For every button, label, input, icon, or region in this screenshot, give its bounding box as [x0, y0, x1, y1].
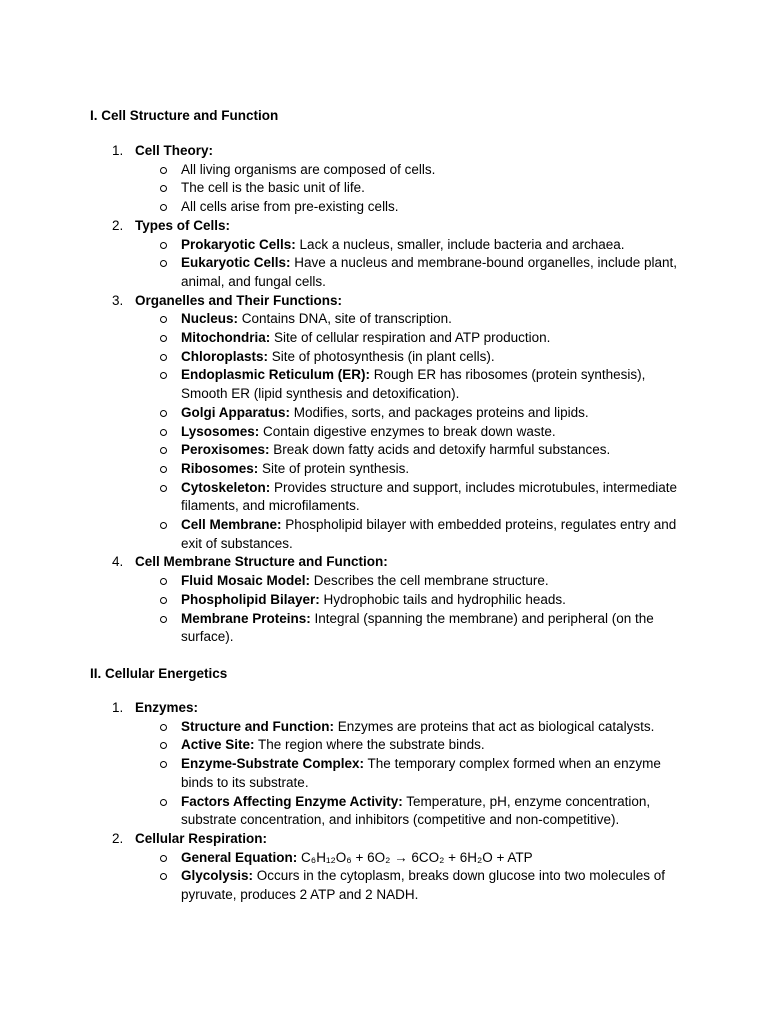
bullet-term: Endoplasmic Reticulum (ER):	[181, 367, 371, 383]
bullet-term: Mitochondria:	[181, 330, 271, 346]
bullet-text: Temperature, pH, enzyme concentration, substrate concentration, and inhibitors (competitive and non-competitive).	[181, 793, 651, 828]
item-title: Cell Theory:	[135, 143, 214, 158]
bullet-item	[0, 161, 768, 180]
bullet-text: Contain digestive enzymes to break down waste.	[259, 423, 556, 439]
bullet-item	[0, 718, 768, 737]
bullet-item	[0, 793, 768, 830]
bullet-text: Contains DNA, site of transcription.	[238, 311, 452, 327]
bullet-term: Nucleus:	[181, 311, 239, 327]
item-number: 2.	[112, 217, 124, 233]
item-number: 1.	[112, 700, 124, 715]
outline-list-cellular-energetics	[0, 699, 768, 905]
hollow-circle-bullet-icon	[160, 429, 167, 436]
bullet-item	[0, 198, 768, 217]
bullet-term: Cell Membrane:	[181, 517, 282, 533]
bullet-list	[0, 572, 768, 647]
numbered-item	[0, 142, 768, 217]
bullet-text: Break down fatty acids and detoxify harmful substances.	[269, 442, 611, 458]
bullet-item	[0, 441, 768, 460]
hollow-circle-bullet-icon	[160, 761, 167, 768]
bullet-text: The temporary complex formed when an enzyme binds to its substrate.	[181, 756, 661, 790]
bullet-term: Membrane Proteins:	[181, 610, 311, 626]
bullet-text: Site of photosynthesis (in plant cells).	[268, 348, 495, 364]
hollow-circle-bullet-icon	[160, 316, 167, 323]
hollow-circle-bullet-icon	[160, 410, 167, 417]
bullet-text: Have a nucleus and membrane-bound organelles, include plant, animal, and fungal cells.	[181, 255, 678, 289]
bullet-list	[0, 310, 768, 553]
bullet-item	[0, 423, 768, 442]
item-title: Enzymes:	[135, 700, 199, 715]
section-heading-cellular-energetics: II. Cellular Energetics	[90, 666, 228, 681]
bullet-text: Site of cellular respiration and ATP production.	[270, 330, 551, 346]
item-title: Cellular Respiration:	[135, 830, 268, 846]
bullet-item	[0, 849, 768, 868]
numbered-item	[0, 830, 768, 905]
bullet-term: Fluid Mosaic Model:	[181, 573, 311, 589]
hollow-circle-bullet-icon	[160, 485, 167, 492]
bullet-text: Hydrophobic tails and hydrophilic heads.	[319, 591, 566, 607]
bullet-term: Golgi Apparatus:	[181, 404, 291, 420]
bullet-item	[0, 348, 768, 367]
section-heading-cell-structure: I. Cell Structure and Function	[90, 108, 279, 123]
hollow-circle-bullet-icon	[160, 260, 167, 267]
bullet-term: Factors Affecting Enzyme Activity:	[181, 793, 403, 809]
bullet-text: The region where the substrate binds.	[254, 737, 485, 753]
hollow-circle-bullet-icon	[160, 447, 167, 454]
bullet-text: Modifies, sorts, and packages proteins and lipids.	[290, 404, 589, 420]
hollow-circle-bullet-icon	[160, 873, 167, 880]
hollow-circle-bullet-icon	[160, 724, 167, 731]
bullet-term: Chloroplasts:	[181, 348, 269, 364]
item-title: Cell Membrane Structure and Function:	[135, 554, 388, 570]
hollow-circle-bullet-icon	[160, 335, 167, 342]
bullet-text: Occurs in the cytoplasm, breaks down glucose into two molecules of pyruvate, produces 2 ATP and 2 NADH.	[181, 868, 665, 903]
bullet-item	[0, 254, 768, 291]
bullet-text: Provides structure and support, includes microtubules, intermediate filaments, and microfilaments.	[181, 479, 677, 514]
hollow-circle-bullet-icon	[160, 742, 167, 749]
bullet-text: All cells arise from pre-existing cells.	[181, 199, 399, 215]
bullet-text: Enzymes are proteins that act as biological catalysts.	[334, 718, 655, 734]
item-number: 3.	[112, 292, 124, 308]
hollow-circle-bullet-icon	[160, 799, 167, 806]
bullet-item	[0, 404, 768, 423]
bullet-term: Enzyme-Substrate Complex:	[181, 756, 365, 772]
bullet-item	[0, 755, 768, 792]
bullet-list	[0, 236, 768, 292]
bullet-term: Structure and Function:	[181, 718, 334, 734]
bullet-item	[0, 479, 768, 516]
hollow-circle-bullet-icon	[160, 466, 167, 473]
bullet-item	[0, 310, 768, 329]
bullet-item	[0, 572, 768, 591]
bullet-list	[0, 718, 768, 830]
bullet-item	[0, 516, 768, 553]
bullet-item	[0, 236, 768, 255]
bullet-text: Site of protein synthesis.	[258, 460, 410, 476]
hollow-circle-bullet-icon	[160, 167, 167, 174]
bullet-term: Ribosomes:	[181, 460, 259, 476]
item-title: Organelles and Their Functions:	[135, 292, 343, 308]
hollow-circle-bullet-icon	[160, 616, 167, 623]
bullet-item	[0, 460, 768, 479]
bullet-term: Lysosomes:	[181, 423, 260, 439]
bullet-text: Rough ER has ribosomes (protein synthesis), Smooth ER (lipid synthesis and detoxification).	[181, 367, 646, 402]
hollow-circle-bullet-icon	[160, 372, 167, 379]
bullet-list	[0, 161, 768, 217]
bullet-text: C₆H₁₂O₆ + 6O₂ → 6CO₂ + 6H₂O + ATP	[297, 849, 533, 865]
bullet-text: Lack a nucleus, smaller, include bacteria and archaea.	[295, 236, 625, 252]
bullet-text: The cell is the basic unit of life.	[181, 180, 365, 196]
bullet-term: Peroxisomes:	[181, 442, 270, 458]
hollow-circle-bullet-icon	[160, 855, 167, 862]
outline-list-cell-structure	[0, 142, 768, 647]
numbered-item	[0, 553, 768, 647]
hollow-circle-bullet-icon	[160, 522, 167, 529]
bullet-item	[0, 610, 768, 647]
hollow-circle-bullet-icon	[160, 242, 167, 249]
bullet-item	[0, 591, 768, 610]
bullet-item	[0, 179, 768, 198]
hollow-circle-bullet-icon	[160, 597, 167, 604]
numbered-item	[0, 292, 768, 554]
bullet-item	[0, 736, 768, 755]
bullet-term: Prokaryotic Cells:	[181, 236, 296, 252]
bullet-term: Phospholipid Bilayer:	[181, 591, 320, 607]
bullet-term: Eukaryotic Cells:	[181, 255, 291, 271]
bullet-text: Phospholipid bilayer with embedded proteins, regulates entry and exit of substances.	[181, 517, 677, 551]
bullet-item	[0, 867, 768, 904]
bullet-term: Glycolysis:	[181, 868, 254, 884]
bullet-term: Cytoskeleton:	[181, 479, 271, 495]
item-number: 4.	[112, 554, 124, 570]
hollow-circle-bullet-icon	[160, 185, 167, 192]
item-number: 2.	[112, 830, 124, 846]
bullet-text: All living organisms are composed of cells.	[181, 161, 436, 177]
numbered-item	[0, 699, 768, 830]
bullet-text: Describes the cell membrane structure.	[310, 573, 549, 589]
hollow-circle-bullet-icon	[160, 354, 167, 361]
hollow-circle-bullet-icon	[160, 204, 167, 211]
bullet-term: Active Site:	[181, 737, 255, 753]
numbered-item	[0, 217, 768, 292]
item-title: Types of Cells:	[135, 217, 231, 233]
bullet-list	[0, 849, 768, 905]
bullet-text: Integral (spanning the membrane) and peripheral (on the surface).	[181, 610, 654, 645]
bullet-term: General Equation:	[181, 849, 298, 865]
bullet-item	[0, 329, 768, 348]
item-number: 1.	[112, 143, 124, 158]
hollow-circle-bullet-icon	[160, 578, 167, 585]
bullet-item	[0, 366, 768, 403]
